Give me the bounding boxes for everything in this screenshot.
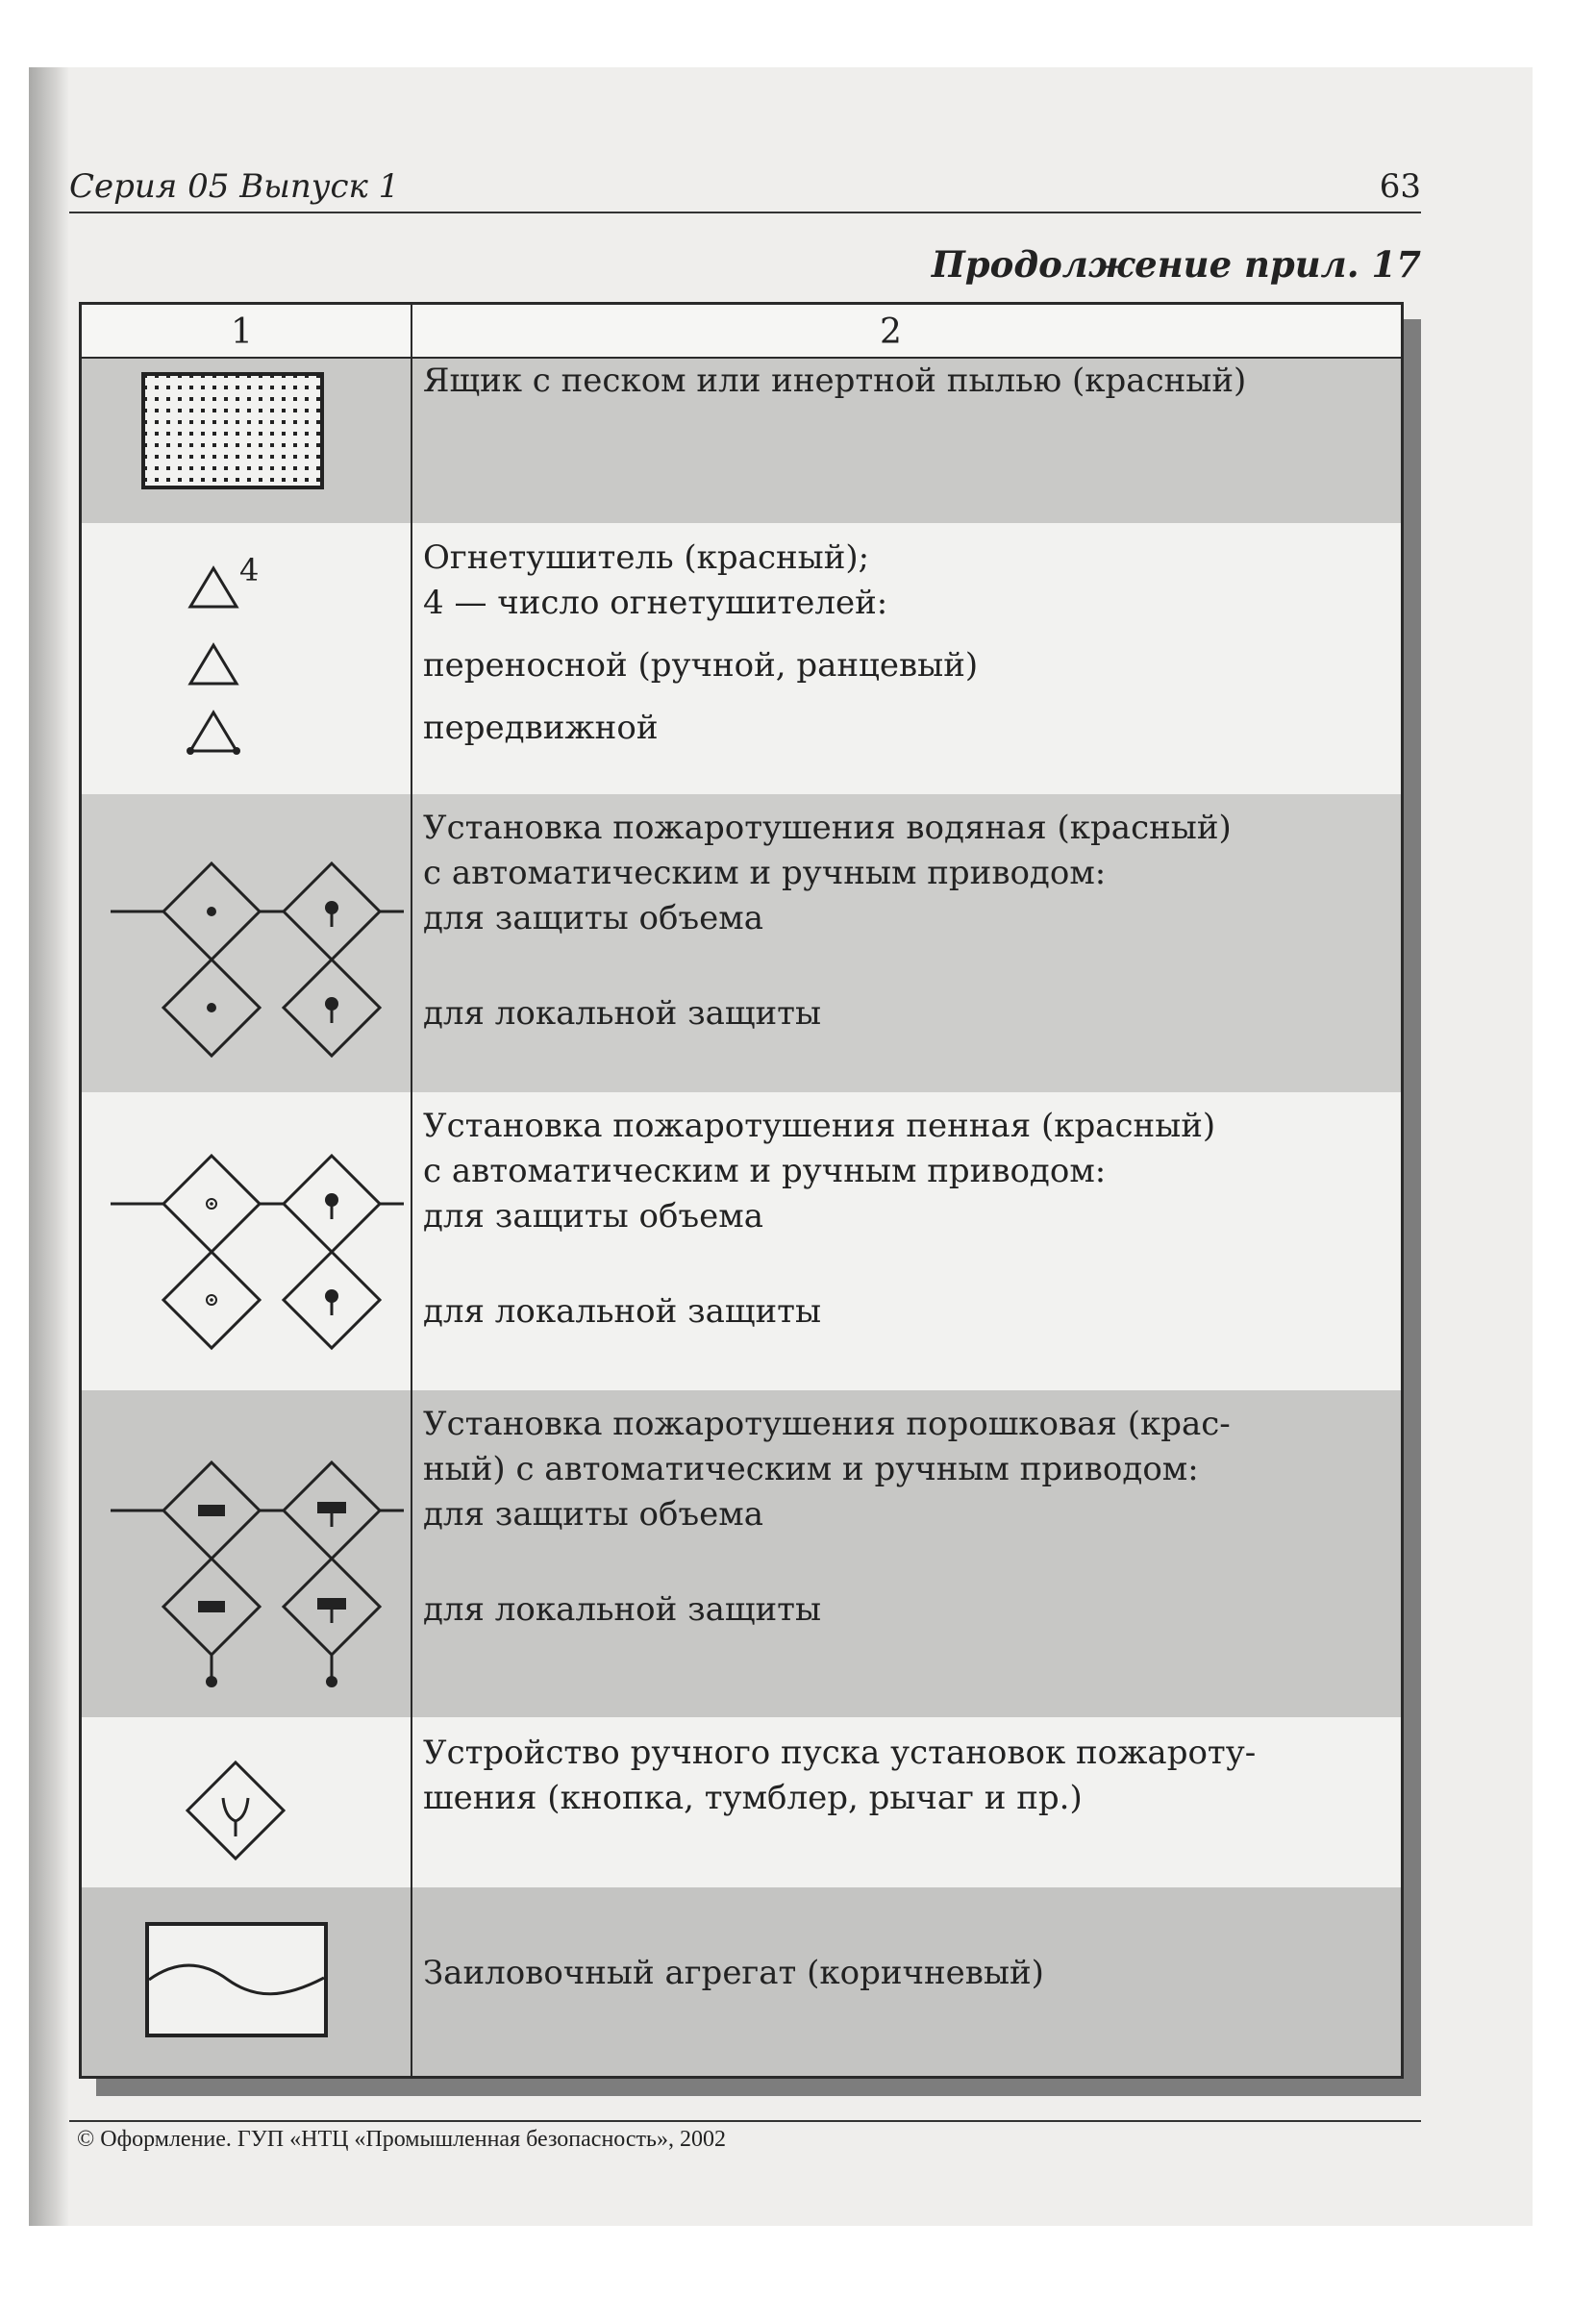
row-text: для локальной защиты — [423, 1590, 822, 1629]
row-text: Огнетушитель (красный); — [423, 538, 870, 577]
column-divider — [411, 305, 412, 2076]
table-header — [82, 305, 1401, 359]
row-text: передвижной — [423, 709, 659, 747]
row-text: для защиты объема — [423, 1197, 763, 1236]
row-text: для локальной защиты — [423, 1292, 822, 1331]
table-row-silting-unit — [82, 1887, 1401, 2076]
foam-installation-icon — [82, 1092, 411, 1390]
row-text: для защиты объема — [423, 1495, 763, 1534]
table-row-powder-installation — [82, 1390, 1401, 1717]
manual-start-icon — [82, 1717, 411, 1887]
table-row-foam-installation — [82, 1092, 1401, 1390]
row-text: Устройство ручного пуска установок пожароту- — [423, 1734, 1257, 1772]
row-text: Ящик с песком или инертной пылью (красный) — [423, 362, 1247, 400]
table-row-manual-start — [82, 1717, 1401, 1887]
row-text: для локальной защиты — [423, 994, 822, 1033]
row-text: 4 — число огнетушителей: — [423, 584, 888, 622]
row-text: Установка пожаротушения водяная (красный) — [423, 809, 1232, 847]
row-text: с автоматическим и ручным приводом: — [423, 854, 1107, 892]
table-row-extinguisher — [82, 523, 1401, 794]
row-text: ный) с автоматическим и ручным приводом: — [423, 1450, 1199, 1488]
row-text: Заиловочный агрегат (коричневый) — [423, 1954, 1044, 1992]
running-head — [69, 163, 1421, 213]
powder-installation-icon — [82, 1390, 411, 1717]
row-text: шения (кнопка, тумблер, рычаг и пр.) — [423, 1779, 1083, 1817]
row-text: с автоматическим и ручным приводом: — [423, 1152, 1107, 1190]
row-text: Установка пожаротушения порошковая (крас- — [423, 1405, 1231, 1443]
copyright-footer: © Оформление. ГУП «НТЦ «Промышленная безопасность», 2002 — [77, 2127, 726, 2152]
sand-box-icon — [82, 359, 411, 523]
silting-unit-icon — [82, 1887, 411, 2076]
column-header-2: 2 — [880, 312, 902, 352]
water-installation-icon — [82, 794, 411, 1092]
row-text: Установка пожаротушения пенная (красный) — [423, 1107, 1216, 1145]
row-text: переносной (ручной, ранцевый) — [423, 646, 979, 685]
table-row-water-installation — [82, 794, 1401, 1092]
column-header-1: 1 — [231, 312, 253, 352]
extinguisher-count-label: 4 — [239, 552, 260, 588]
page-number: 63 — [1379, 167, 1421, 206]
table-row-sand-box — [82, 359, 1401, 523]
book-spine-shadow — [29, 67, 69, 2226]
symbols-table — [79, 302, 1404, 2079]
footer-rule — [69, 2120, 1421, 2122]
row-text: для защиты объема — [423, 899, 763, 937]
series-label: Серия 05 Выпуск 1 — [69, 167, 400, 206]
extinguisher-icon — [82, 523, 411, 794]
continuation-title: Продолжение прил. 17 — [931, 243, 1421, 286]
